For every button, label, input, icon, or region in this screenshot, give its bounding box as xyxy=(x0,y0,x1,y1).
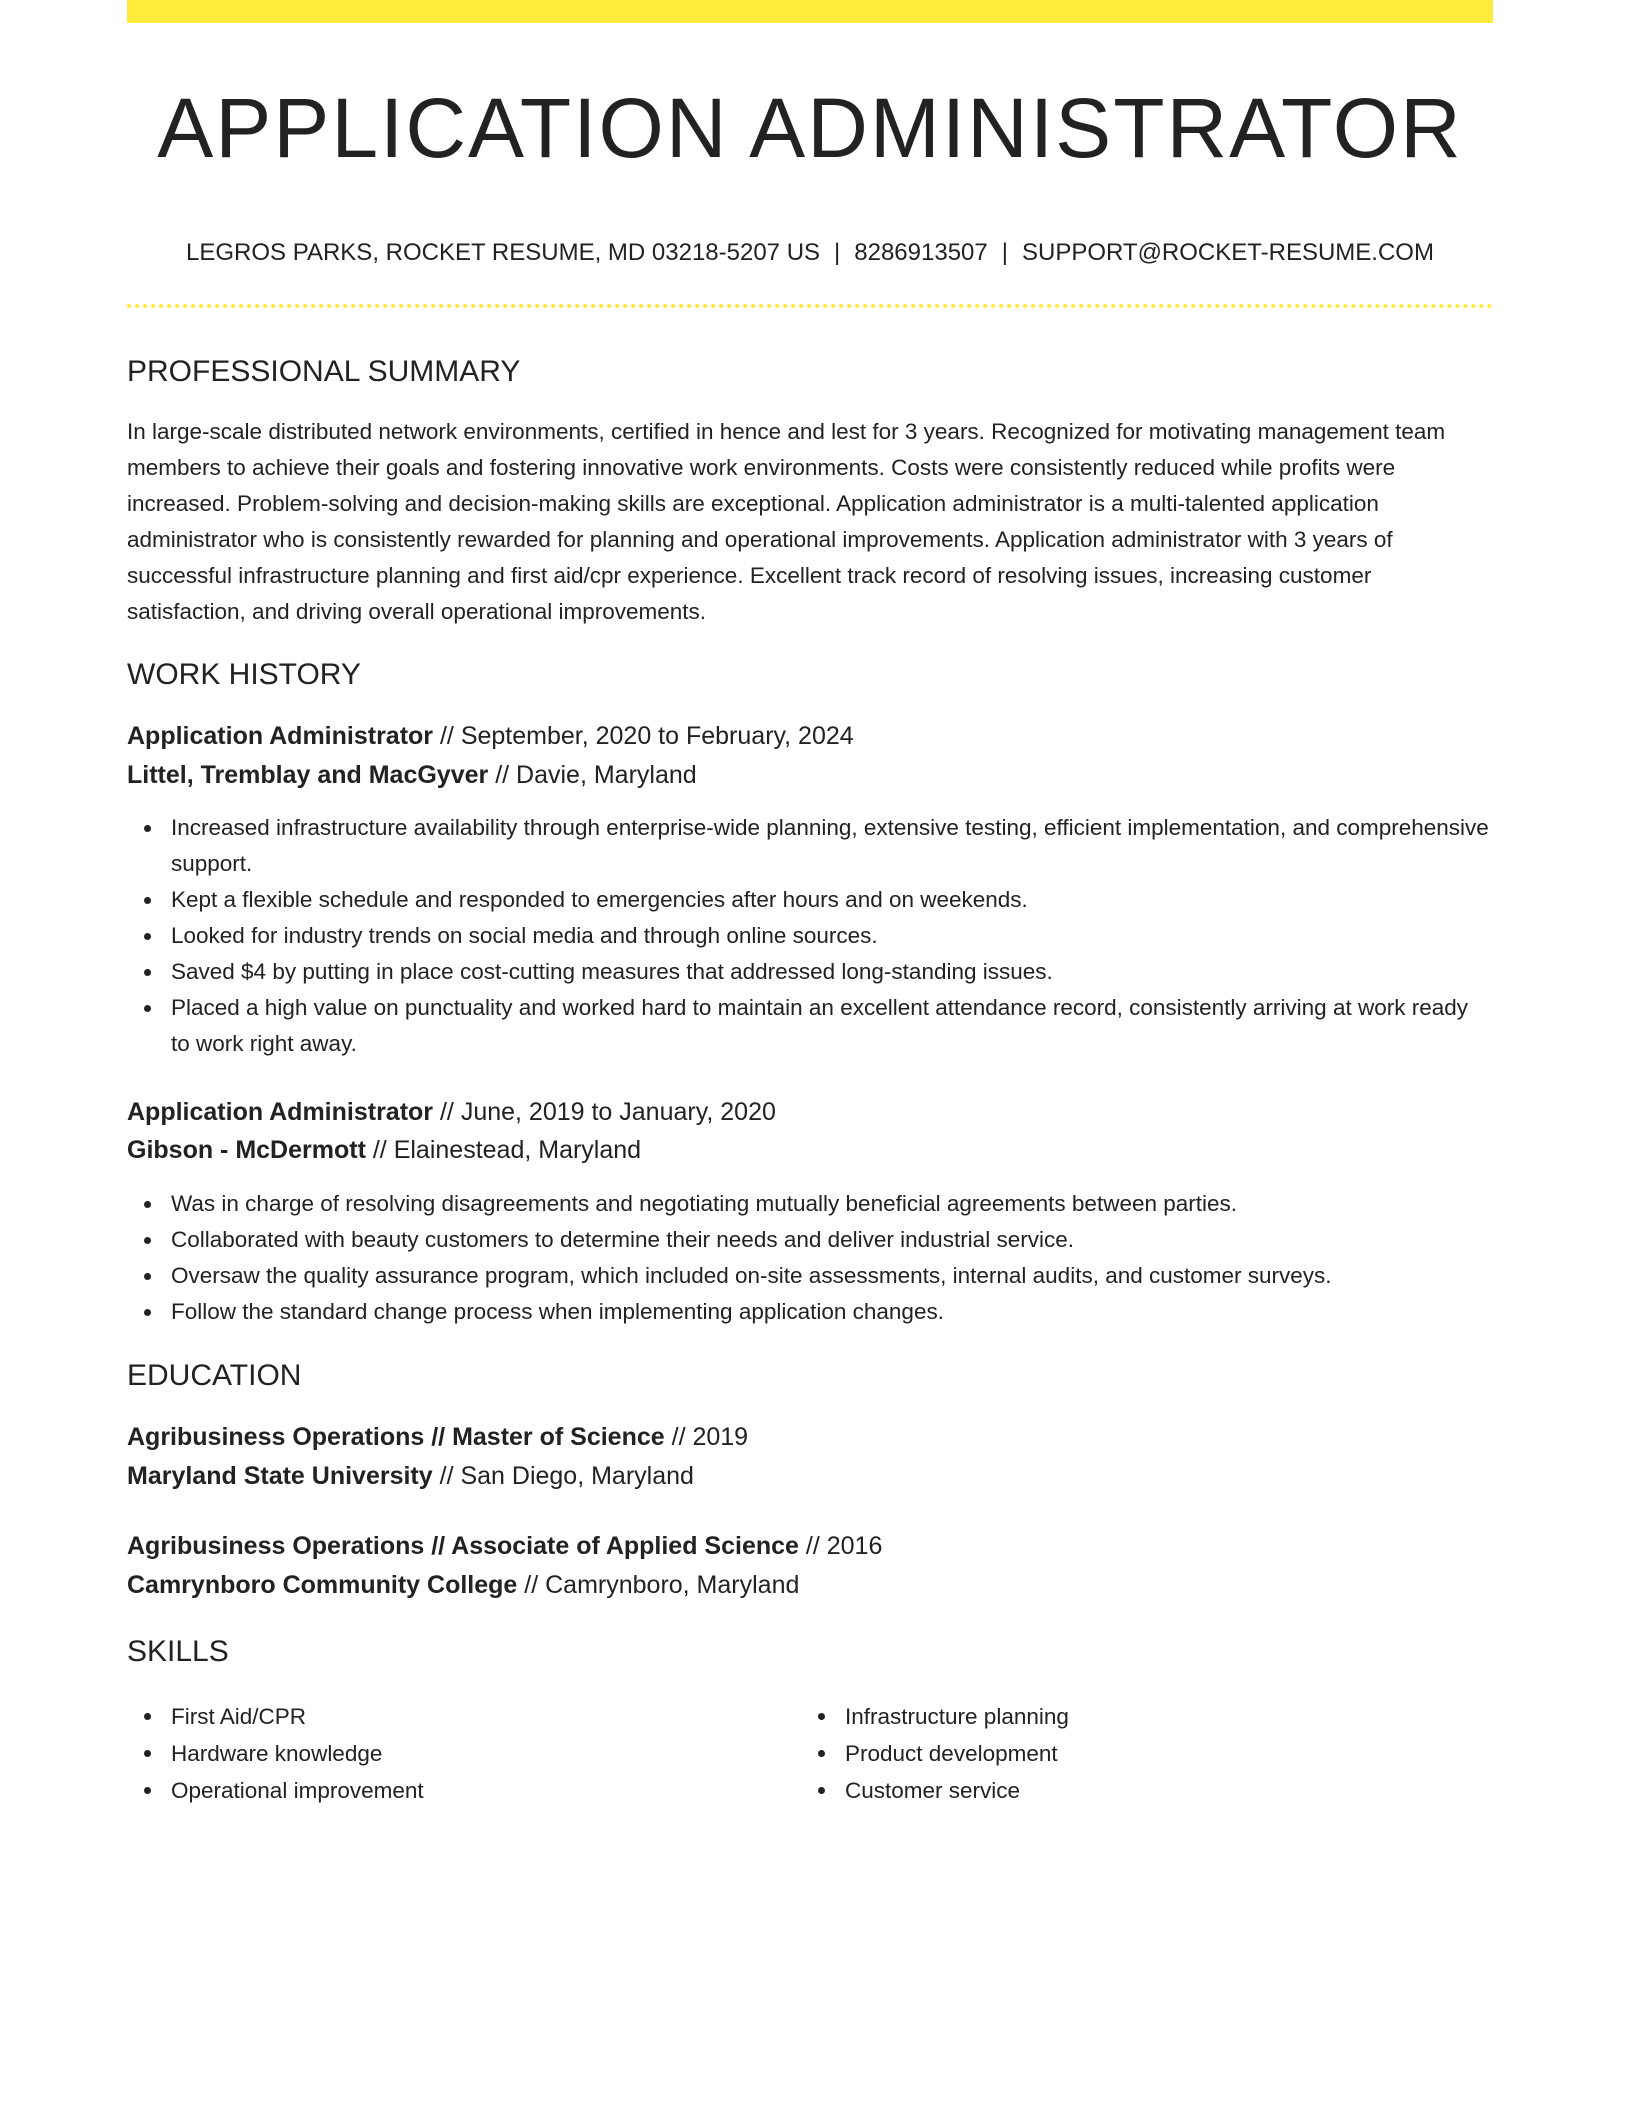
skills-list-right xyxy=(801,1698,1401,1809)
list-item: Collaborated with beauty customers to determine their needs and deliver industrial service. xyxy=(171,1222,1493,1258)
education-year: // 2019 xyxy=(671,1423,749,1451)
job-company-line xyxy=(127,757,697,793)
accent-bar xyxy=(127,0,1493,23)
education-school: Camrynboro Community College xyxy=(127,1571,518,1599)
list-item: Placed a high value on punctuality and worked hard to maintain an excellent attendance record, consistently arriving at work ready to work right away. xyxy=(171,990,1493,1062)
job-title: Application Administrator xyxy=(127,1098,434,1126)
education-year: // 2016 xyxy=(805,1532,883,1560)
skill-item: Operational improvement xyxy=(171,1772,727,1809)
education-degree: Agribusiness Operations // Master of Science xyxy=(127,1423,665,1451)
job-location: // Elainestead, Maryland xyxy=(372,1136,642,1164)
skill-item: Infrastructure planning xyxy=(845,1698,1401,1735)
job-bullets xyxy=(127,810,1493,1062)
education-heading: EDUCATION xyxy=(127,1359,302,1392)
summary-text: In large-scale distributed network environments, certified in hence and lest for 3 years. Recognized for motivating management team members to achieve their goals and fostering innovative work environments. Costs were consistently reduced while profits were increased. Problem-solving and decision-making skills are exceptional. Application administrator is a multi-talented application administrator who is consistently rewarded for planning and operational improvements. Application administrator with 3 years of successful infrastructure planning and first aid/cpr experience. Excellent track record of resolving issues, increasing customer satisfaction, and driving overall operational improvements. xyxy=(127,419,1446,624)
education-degree-line xyxy=(127,1419,748,1455)
education-location: // San Diego, Maryland xyxy=(439,1462,694,1490)
contact-phone: 8286913507 xyxy=(854,239,988,266)
education-location: // Camrynboro, Maryland xyxy=(524,1571,800,1599)
skill-item: Product development xyxy=(845,1735,1401,1772)
skills-heading: SKILLS xyxy=(127,1635,229,1668)
list-item: Oversaw the quality assurance program, which included on-site assessments, internal audits, and customer surveys. xyxy=(171,1258,1493,1294)
work-history-heading: WORK HISTORY xyxy=(127,658,361,691)
job-title-line xyxy=(127,1094,776,1130)
skill-item: Customer service xyxy=(845,1772,1401,1809)
dotted-divider xyxy=(127,304,1493,308)
skills-list-left xyxy=(127,1698,727,1809)
education-degree-line xyxy=(127,1528,882,1564)
education-degree: Agribusiness Operations // Associate of Applied Science xyxy=(127,1532,799,1560)
contact-separator: | xyxy=(1001,239,1008,266)
list-item: Follow the standard change process when implementing application changes. xyxy=(171,1294,1493,1330)
list-item: Was in charge of resolving disagreements and negotiating mutually beneficial agreements between parties. xyxy=(171,1186,1493,1222)
list-item: Looked for industry trends on social media and through online sources. xyxy=(171,918,1493,954)
education-school-line xyxy=(127,1458,694,1494)
list-item: Saved $4 by putting in place cost-cutting measures that addressed long-standing issues. xyxy=(171,954,1493,990)
job-title: Application Administrator xyxy=(127,722,434,750)
job-company: Littel, Tremblay and MacGyver xyxy=(127,761,489,789)
education-school: Maryland State University xyxy=(127,1462,433,1490)
job-bullets xyxy=(127,1186,1493,1330)
contact-separator: | xyxy=(834,239,841,266)
list-item: Increased infrastructure availability through enterprise-wide planning, extensive testing, efficient implementation, and comprehensive support. xyxy=(171,810,1493,882)
skill-item: First Aid/CPR xyxy=(171,1698,727,1735)
job-title-line xyxy=(127,718,854,754)
job-dates: // June, 2019 to January, 2020 xyxy=(439,1098,776,1126)
job-dates: // September, 2020 to February, 2024 xyxy=(439,722,854,750)
contact-email: SUPPORT@ROCKET-RESUME.COM xyxy=(1021,239,1434,266)
summary-heading: PROFESSIONAL SUMMARY xyxy=(127,355,521,388)
page-title: APPLICATION ADMINISTRATOR xyxy=(157,81,1463,175)
contact-address: LEGROS PARKS, ROCKET RESUME, MD 03218-5207 US xyxy=(186,239,821,266)
job-company-line xyxy=(127,1132,641,1168)
list-item: Kept a flexible schedule and responded to emergencies after hours and on weekends. xyxy=(171,882,1493,918)
contact-line xyxy=(127,236,1493,270)
job-location: // Davie, Maryland xyxy=(495,761,697,789)
skill-item: Hardware knowledge xyxy=(171,1735,727,1772)
job-company: Gibson - McDermott xyxy=(127,1136,366,1164)
education-school-line xyxy=(127,1567,799,1603)
